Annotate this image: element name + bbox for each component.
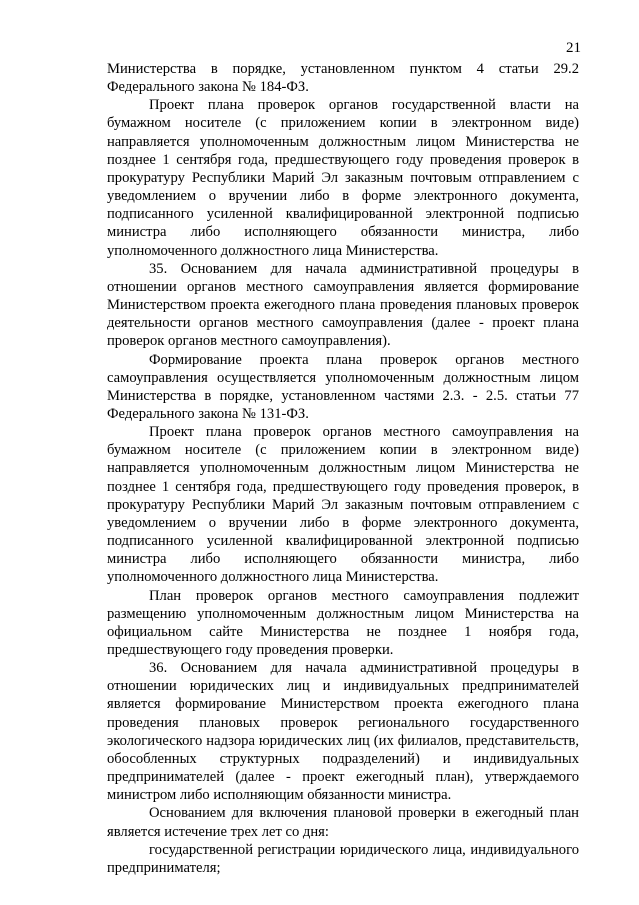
page-number: 21 xyxy=(566,40,581,56)
document-body xyxy=(107,60,579,877)
paragraph: 36. Основанием для начала административной процедуры в отношении юридических лиц и индивидуальных предпринимателей является формирование Министерством проекта ежегодного плана проведения плановых проверок регионального государственного экологического надзора юридических лиц (их филиалов, представительств, обособленных структурных подразделений) и индивидуальных предпринимателей (далее - проект ежегодный план), утверждаемого министром либо исполняющим обязанности министра. xyxy=(107,660,579,804)
paragraph: Основанием для включения плановой проверки в ежегодный план является истечение трех лет со дня: xyxy=(107,805,579,840)
paragraph: Проект плана проверок органов государственной власти на бумажном носителе (с приложением копии в электронном виде) направляется уполномоченным должностным лицом Министерства не позднее 1 сентября года, предшествующего году проведения проверок в прокуратуру Республики Марий Эл заказным почтовым отправлением с уведомлением о вручении либо в форме электронного документа, подписанного усиленной квалифицированной электронной подписью министра либо исполняющего обязанности министра, либо уполномоченного должностного лица Министерства. xyxy=(107,97,579,259)
paragraph: 35. Основанием для начала административной процедуры в отношении органов местного самоуправления является формирование Министерством проекта ежегодного плана проведения плановых проверок деятельности органов местного самоуправления (далее - проект плана проверок органов местного самоуправления). xyxy=(107,260,579,350)
paragraph: Формирование проекта плана проверок органов местного самоуправления осуществляется уполномоченным должностным лицом Министерства в порядке, установленном частями 2.3. - 2.5. статьи 77 Федерального закона № 131-ФЗ. xyxy=(107,351,579,422)
paragraph: План проверок органов местного самоуправления подлежит размещению уполномоченным должностным лицом Министерства на официальном сайте Министерства не позднее 1 ноября года, предшествующего году проведения проверки. xyxy=(107,587,579,658)
paragraph: государственной регистрации юридического лица, индивидуального предпринимателя; xyxy=(107,841,579,876)
paragraph: Министерства в порядке, установленном пунктом 4 статьи 29.2 Федерального закона № 184-ФЗ. xyxy=(107,61,579,96)
paragraph: Проект плана проверок органов местного самоуправления на бумажном носителе (с приложением копии в электронном виде) направляется уполномоченным должностным лицом Министерства не позднее 1 сентября года, предшествующего году проведения проверок, в прокуратуру Республики Марий Эл заказным почтовым отправлением с уведомлением о вручении либо в форме электронного документа, подписанного усиленной квалифицированной электронной подписью министра либо исполняющего обязанности министра, либо уполномоченного должностного лица Министерства. xyxy=(107,424,579,586)
